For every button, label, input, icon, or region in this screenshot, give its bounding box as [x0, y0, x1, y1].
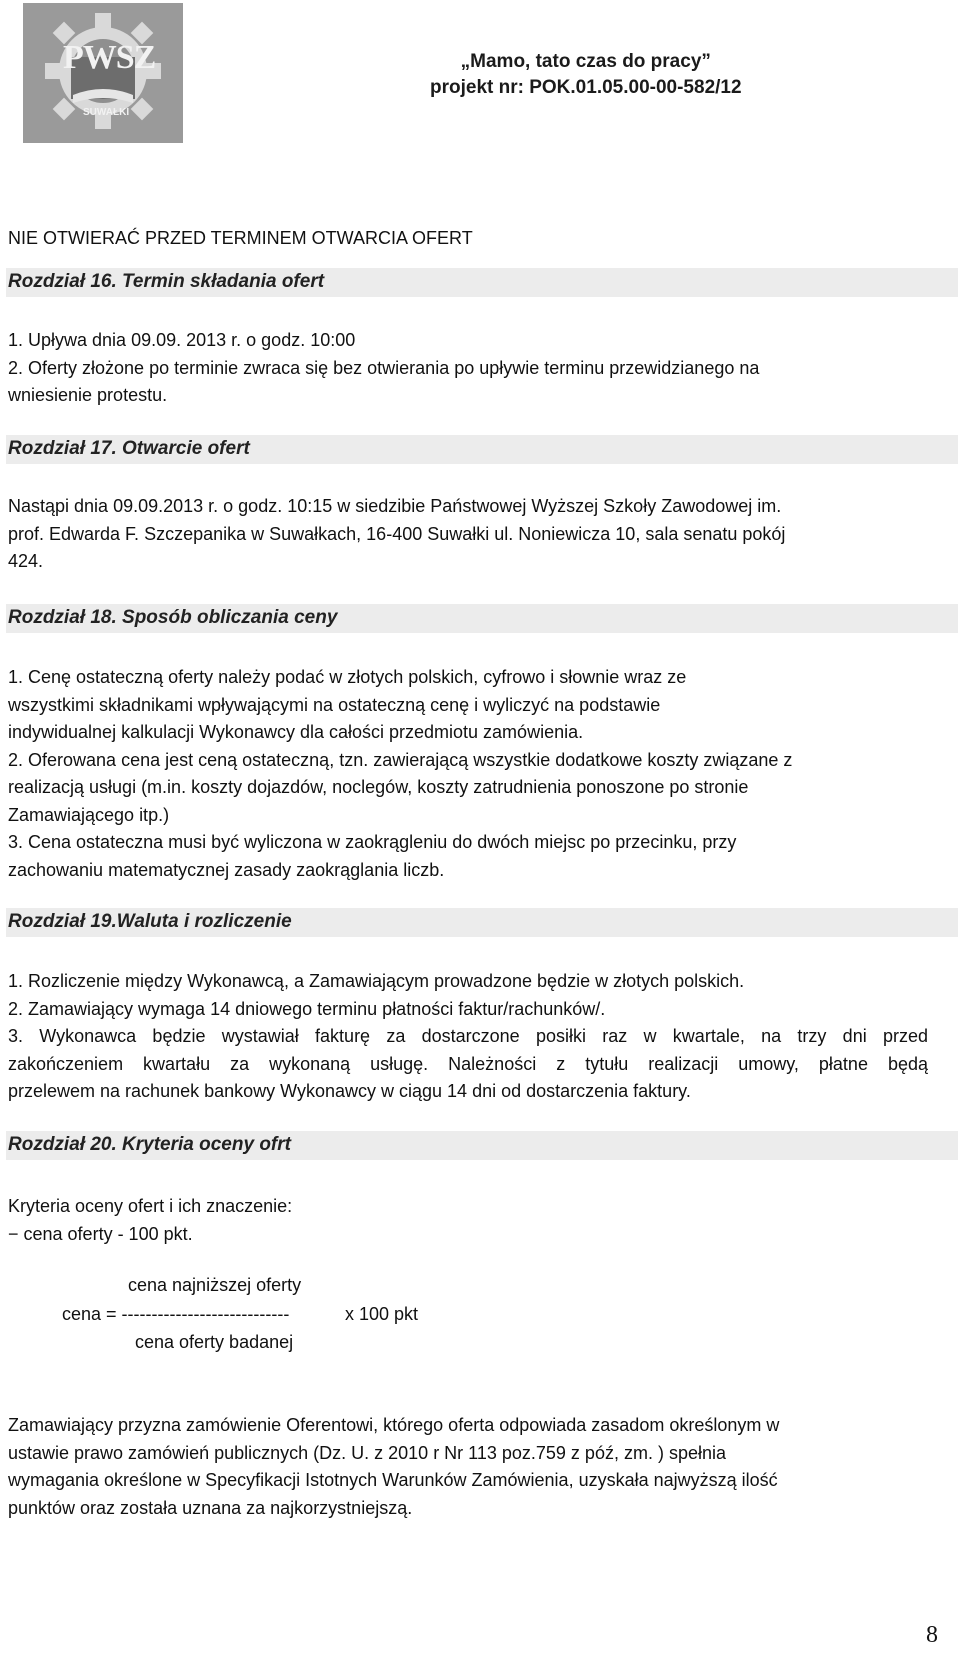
paragraph-line: Zamawiającego itp.) — [8, 804, 170, 825]
paragraph-line: wszystkimi składnikami wpływającymi na ostateczną cenę i wyliczyć na podstawie — [8, 694, 661, 715]
section-16-heading — [6, 268, 958, 297]
paragraph-line: realizacją usługi (m.in. koszty dojazdów, noclegów, koszty zatrudnienia ponoszone po stronie — [8, 777, 749, 797]
section-18-heading — [6, 604, 958, 633]
paragraph-line: indywidualnej kalkulacji Wykonawcy dla całości przedmiotu zamówienia. — [8, 722, 584, 742]
section-20-heading — [6, 1131, 958, 1160]
paragraph-line: 3. Cena ostateczna musi być wyliczona w zaokrągleniu do dwóch miejsc po przecinku, przy — [8, 832, 737, 852]
formula-denominator: cena oferty badanej — [135, 1332, 294, 1352]
section-19-title: Rozdział 19.Waluta i rozliczenie — [8, 911, 292, 932]
paragraph-line: 1. Upływa dnia 09.09. 2013 r. o godz. 10:00 — [8, 330, 356, 350]
paragraph-line: 2. Oferty złożone po terminie zwraca się bez otwierania po upływie terminu przewidzianego na — [8, 357, 760, 378]
paragraph-line: wniesienie protestu. — [8, 385, 168, 405]
section-20-intro — [8, 1193, 948, 1248]
paragraph-line: 424. — [8, 551, 44, 571]
section-20-closing — [8, 1412, 948, 1522]
project-number: projekt nr: POK.01.05.00-00-582/12 — [430, 77, 742, 98]
paragraph-line: zachowaniu matematycznej zasady zaokrąglania liczb. — [8, 859, 445, 880]
paragraph-line: punktów oraz została uznana za najkorzystniejszą. — [8, 1497, 413, 1518]
logo-subtext: SUWAŁKI — [83, 107, 130, 118]
paragraph-line: wymagania określone w Specyfikacji Istotnych Warunków Zamówienia, uzyskała najwyższą ilość — [8, 1470, 778, 1490]
paragraph-line: 1. Rozliczenie między Wykonawcą, a Zamawiającym prowadzone będzie w złotych polskich. — [8, 971, 745, 991]
pwsz-logo — [23, 3, 183, 143]
paragraph-line: Nastąpi dnia 09.09.2013 r. o godz. 10:15 w siedzibie Państwowej Wyższej Szkoły Zawodowej im. — [8, 496, 782, 516]
section-17-heading — [6, 435, 958, 464]
formula-numerator: cena najniższej oferty — [128, 1275, 302, 1295]
project-header — [430, 49, 742, 101]
paragraph-line: Zamawiający przyzna zamówienie Oferentowi, którego oferta odpowiada zasadom określonym w — [8, 1415, 780, 1435]
paragraph-line: 1. Cenę ostateczną oferty należy podać w złotych polskich, cyfrowo i słownie wraz ze — [8, 667, 687, 687]
notice-text: NIE OTWIERAĆ PRZED TERMINEM OTWARCIA OFERT — [8, 228, 473, 248]
criteria-intro: Kryteria oceny ofert i ich znaczenie: — [8, 1196, 293, 1216]
section-18-title: Rozdział 18. Sposób obliczania ceny — [8, 607, 338, 628]
paragraph-line: przelewem na rachunek bankowy Wykonawcy w ciągu 14 dni od dostarczenia faktury. — [8, 1081, 691, 1101]
section-19-heading — [6, 908, 958, 937]
paragraph-line: 2. Zamawiający wymaga 14 dniowego terminu płatności faktur/rachunków/. — [8, 998, 606, 1019]
paragraph-line: prof. Edwarda F. Szczepanika w Suwałkach, 16-400 Suwałki ul. Noniewicza 10, sala senatu pokój — [8, 523, 786, 544]
section-17-body — [8, 493, 948, 576]
section-20-title: Rozdział 20. Kryteria oceny ofrt — [8, 1134, 291, 1155]
section-18-body — [8, 664, 948, 884]
formula-lhs: cena = ---------------------------- — [62, 1304, 290, 1324]
paragraph-line: 2. Oferowana cena jest ceną ostateczną, tzn. zawierającą wszystkie dodatkowe koszty związane z — [8, 749, 793, 770]
logo-text: PWSZ — [63, 39, 156, 76]
section-17-title: Rozdział 17. Otwarcie ofert — [8, 438, 250, 459]
project-title: „Mamo, tato czas do pracy” — [460, 51, 711, 72]
criteria-bullet: − cena oferty - 100 pkt. — [8, 1223, 193, 1244]
section-16-title: Rozdział 16. Termin składania ofert — [8, 271, 325, 292]
page-number: 8 — [926, 1622, 938, 1648]
formula-rhs: x 100 pkt — [345, 1304, 419, 1324]
paragraph-line: zakończeniem kwartału za wykonaną usługę. Należności z tytułu realizacji umowy, płatne będą — [8, 1053, 928, 1074]
paragraph-line: 3. Wykonawca będzie wystawiał fakturę za dostarczone posiłki raz w kwartale, na trzy dni przed — [8, 1026, 928, 1046]
section-19-body — [8, 968, 928, 1106]
paragraph-line: ustawie prawo zamówień publicznych (Dz. U. z 2010 r Nr 113 poz.759 z póź, zm. ) spełnia — [8, 1442, 726, 1463]
section-16-body — [8, 327, 948, 410]
